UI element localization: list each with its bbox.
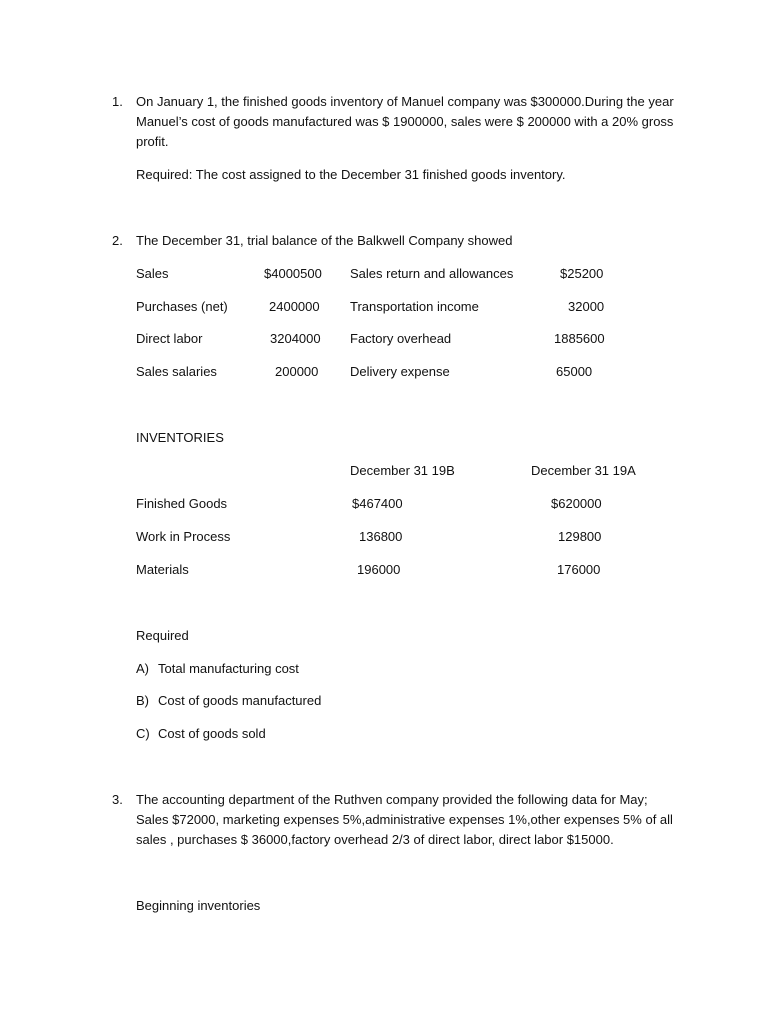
trial-value-1: 2400000	[269, 299, 320, 314]
question-2-number: 2.	[112, 233, 123, 248]
trial-label-2: Transportation income	[350, 299, 479, 314]
column-header-19a: December 31 19A	[531, 463, 636, 478]
trial-value-1: 3204000	[270, 331, 321, 346]
column-header-19b: December 31 19B	[350, 463, 455, 478]
inventory-label: Finished Goods	[136, 496, 228, 511]
inventory-value-19b: 196000	[357, 562, 401, 577]
trial-label-2: Delivery expense	[350, 364, 450, 379]
inventory-value-19a: $620000	[551, 496, 602, 511]
inventory-value-19b: $467400	[352, 496, 403, 511]
trial-label-2: Factory overhead	[350, 331, 452, 346]
trial-value-2: 65000	[556, 364, 593, 379]
list-item-letter: A)	[136, 661, 149, 676]
question-1-text: On January 1, the finished goods inventory of Manuel company was $300000.During the year Manuel’s cost of goods manufactured was $ 1900000, sales were $ 200000 with a 20% gross profit.	[136, 94, 674, 149]
list-item-letter: C)	[136, 726, 150, 741]
trial-value-2: 32000	[568, 299, 605, 314]
list-item-text: Cost of goods manufactured	[158, 693, 322, 708]
list-item-text: Cost of goods sold	[158, 726, 266, 741]
list-item-text: Total manufacturing cost	[158, 661, 299, 676]
required-heading: Required	[136, 628, 189, 643]
trial-value-1: $4000500	[264, 266, 322, 281]
question-1-required: Required: The cost assigned to the December 31 finished goods inventory.	[136, 167, 566, 182]
trial-value-2: 1885600	[554, 331, 605, 346]
inventory-value-19b: 136800	[359, 529, 403, 544]
trial-label-1: Direct labor	[136, 331, 203, 346]
trial-label-1: Sales salaries	[136, 364, 217, 379]
question-3-number: 3.	[112, 792, 123, 807]
question-1-number: 1.	[112, 94, 123, 109]
trial-value-1: 200000	[275, 364, 319, 379]
question-2-text: The December 31, trial balance of the Balkwell Company showed	[136, 233, 513, 248]
inventories-heading: INVENTORIES	[136, 430, 224, 445]
inventory-value-19a: 129800	[558, 529, 602, 544]
trial-value-2: $25200	[560, 266, 604, 281]
inventory-value-19a: 176000	[557, 562, 601, 577]
beginning-inventories-heading: Beginning inventories	[136, 898, 261, 913]
question-3-text: The accounting department of the Ruthven company provided the following data for May; Sales $72000, marketing expenses 5%,administrative expenses 1%,other expenses 5% of all sales , purchases $ 36000,factory overhead 2/3 of direct labor, direct labor $15000.	[136, 792, 673, 847]
trial-label-1: Sales	[136, 266, 169, 281]
trial-label-1: Purchases (net)	[136, 299, 228, 314]
list-item-letter: B)	[136, 693, 149, 708]
inventory-label: Materials	[136, 562, 189, 577]
inventory-label: Work in Process	[136, 529, 231, 544]
trial-label-2: Sales return and allowances	[350, 266, 514, 281]
